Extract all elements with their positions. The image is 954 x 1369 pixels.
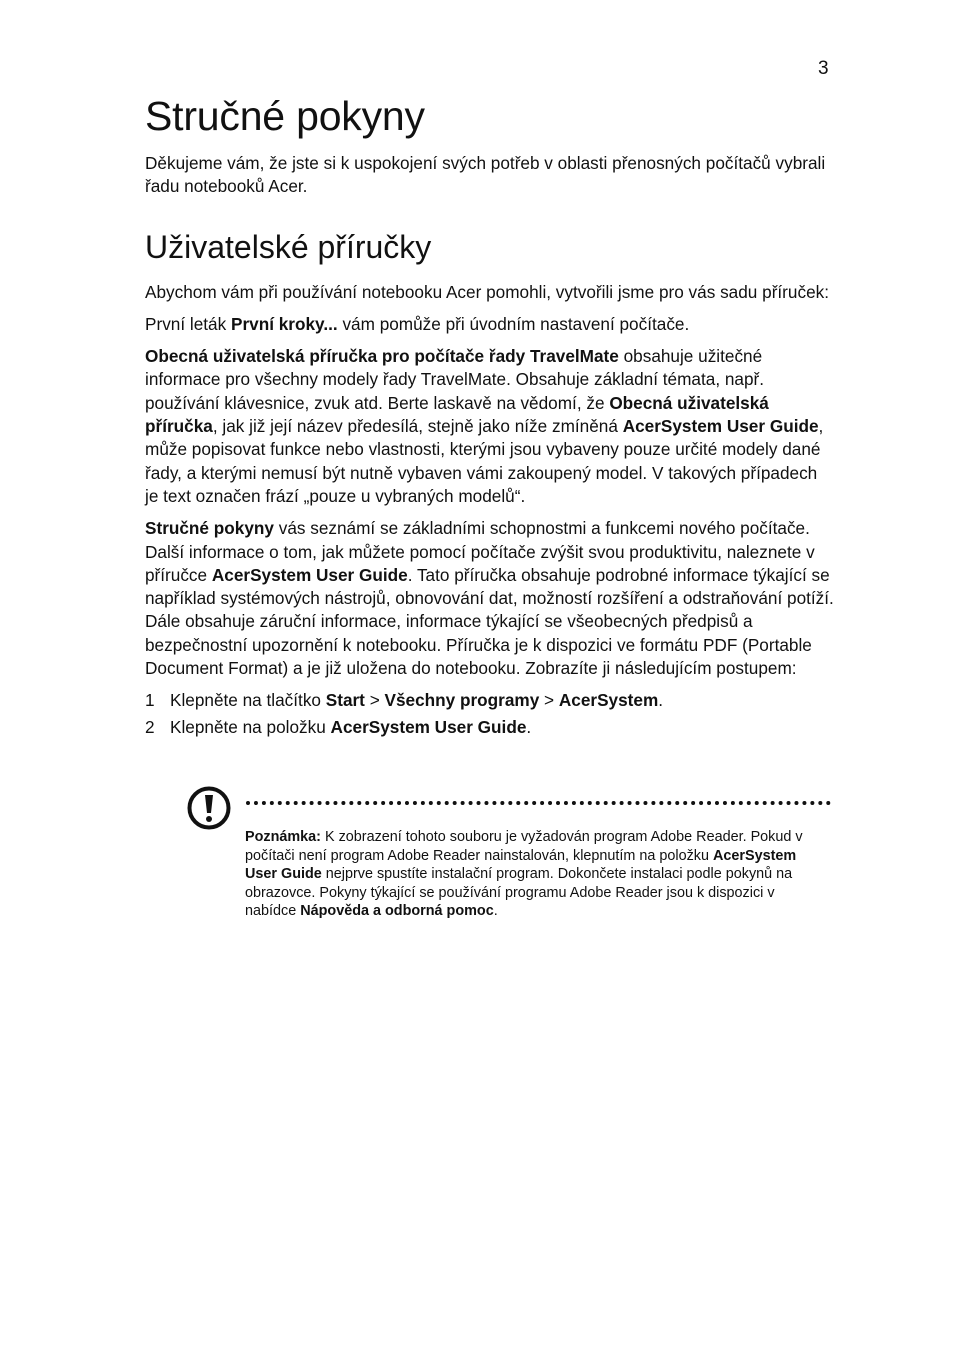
section-title: Uživatelské příručky: [145, 228, 432, 265]
quick-guide-paragraph: [145, 517, 835, 680]
main-content: [145, 90, 835, 742]
text: vás seznámí se základními schopnostmi a funkcemi nového počítače. Další informace o tom, jak můžete pomocí počítače zvýšit svou produktivitu, naleznete v příručce: [145, 518, 815, 585]
quick-guide-title: Stručné pokyny: [145, 518, 274, 539]
generic-guide-title-short: Obecná uživatelská příručka: [145, 392, 769, 437]
start-label: Start: [325, 690, 365, 711]
generic-guide-paragraph: [145, 345, 835, 508]
step-text: Klepněte na položku AcerSystem User Guide.: [170, 716, 532, 737]
step-number: 2: [145, 716, 155, 737]
steps-list: [145, 689, 835, 739]
page-number: 3: [818, 58, 829, 79]
exclamation-circle-icon: [186, 785, 232, 831]
all-programs-label: Všechny programy: [384, 690, 540, 711]
text: První leták: [145, 313, 231, 334]
note-box: [186, 785, 836, 945]
acersystem-guide-label: AcerSystem User Guide: [245, 847, 797, 882]
acersystem-guide-title: AcerSystem User Guide: [622, 416, 819, 437]
note-label: Poznámka:: [245, 829, 321, 845]
text: obsahuje užitečné informace pro všechny modely řady TravelMate. Obsahuje základní témata, např. používání klávesnice, zvuk atd. Berte laskavě na vědomí, že: [145, 346, 765, 413]
step-item: [145, 689, 835, 712]
page-title: Stručné pokyny: [145, 93, 425, 139]
note-divider: [246, 801, 831, 805]
first-steps-title: První kroky...: [230, 313, 338, 334]
acersystem-guide-label: AcerSystem User Guide: [330, 716, 527, 737]
intro-paragraph: Děkujeme vám, že jste si k uspokojení svých potřeb v oblasti přenosných počítačů vybrali řadu notebooků Acer.: [145, 153, 826, 197]
step-text: Klepněte na tlačítko Start > Všechny programy > AcerSystem.: [170, 690, 664, 711]
note-text: Poznámka: K zobrazení tohoto souboru je vyžadován program Adobe Reader. Pokud v počítači není program Adobe Reader nainstalován, klepnutím na položku AcerSystem User Guide nejprve spustíte instalační program. Dokončete instalaci podle pokynů na obrazovce. Pokyny týkající se používání programu Adobe Reader jsou k dispozici v nabídce Nápověda a odborná pomoc.: [245, 829, 803, 919]
first-steps-paragraph: [145, 313, 835, 336]
step-item: [145, 716, 835, 739]
text: , může popisovat funkce nebo vlastnosti, kterými jsou vybaveny pouze určité modely dané řady, a kterými nemusí být nutně vybaven vámi zakoupený model. V takových případech je text označen frází „pouze u vybraných modelů“.: [145, 416, 824, 506]
acersystem-label: AcerSystem: [558, 690, 659, 711]
guides-intro-paragraph: Abychom vám při používání notebooku Acer pomohli, vytvořili jsme pro vás sadu příruček:: [145, 281, 829, 302]
step-number: 1: [145, 690, 155, 711]
text: . Tato příručka obsahuje podrobné informace týkající se například systémových nástrojů, obnovování dat, možností rozšíření a odstraňování potíží. Dále obsahuje záruční informace, informace týkající se všeobecných předpisů a bezpečnostní upozornění k notebooku. Příručka je k dispozici ve formátu PDF (Portable Document Format) a je již uložena do notebooku. Zobrazíte ji následujícím postupem:: [145, 564, 834, 679]
text: , jak již její název předesílá, stejně jako níže zmíněná: [212, 416, 623, 437]
help-support-label: Nápověda a odborná pomoc: [300, 903, 494, 919]
acersystem-guide-title: AcerSystem User Guide: [211, 564, 408, 585]
generic-guide-title: Obecná uživatelská příručka pro počítače řady TravelMate: [145, 346, 619, 367]
text: vám pomůže při úvodním nastavení počítače.: [337, 313, 690, 334]
